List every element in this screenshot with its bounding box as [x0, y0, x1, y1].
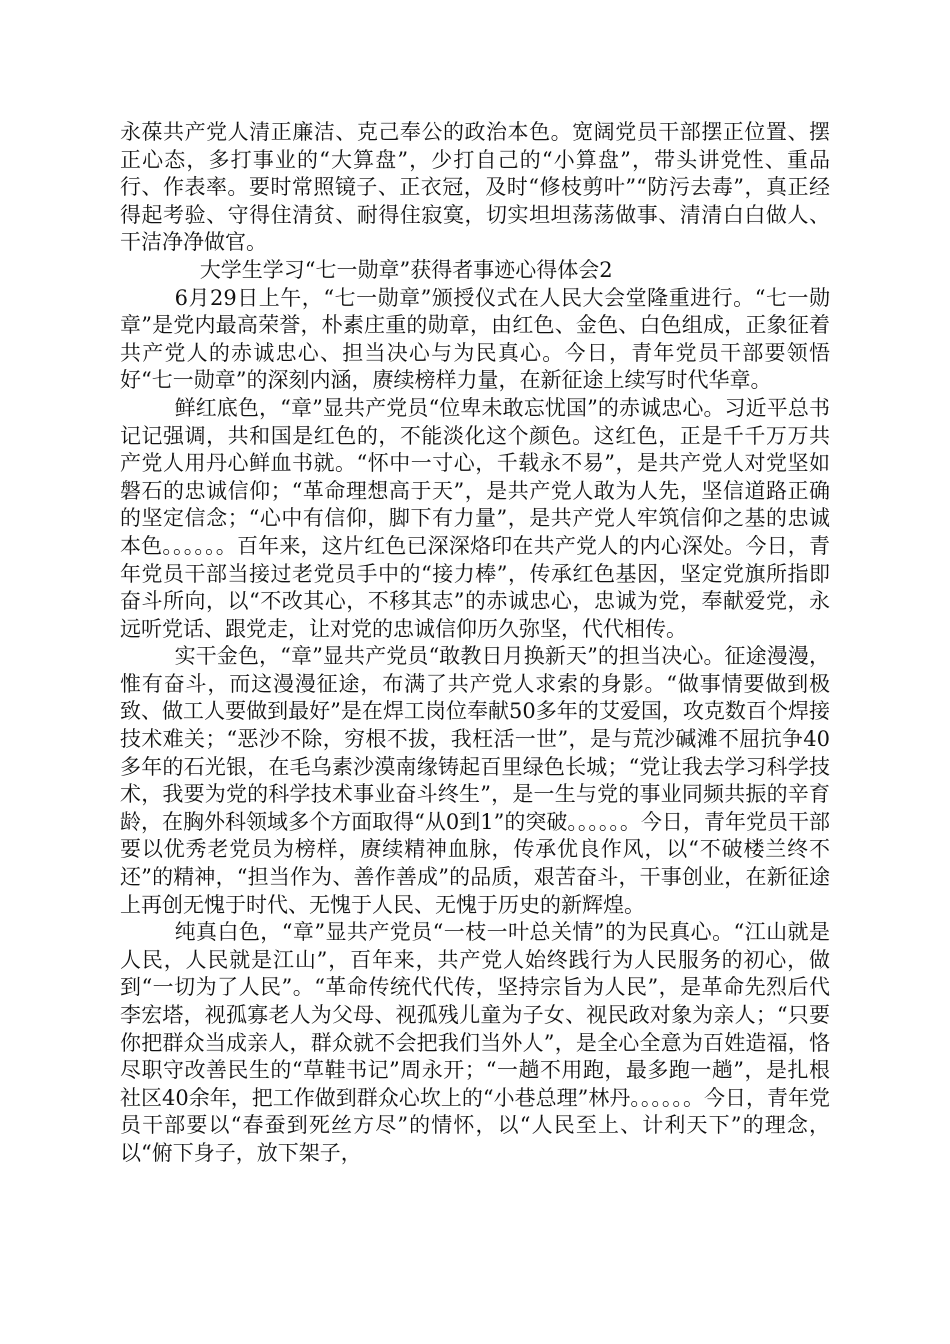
- paragraph-intro: 6月29日上午，“七一勋章”颁授仪式在人民大会堂隆重进行。“七一勋章”是党内最高荣誉，朴素庄重的勋章，由红色、金色、白色组成，正象征着共产党人的赤诚忠心、担当决心与为民真心。今日，青年党员干部要领悟好“七一勋章”的深刻内涵，赓续榜样力量，在新征途上续写时代华章。: [120, 285, 830, 393]
- paragraph-gold: 实干金色，“章”显共产党员“敢教日月换新天”的担当决心。征途漫漫，惟有奋斗，而这漫漫征途，布满了共产党人求索的身影。“做事情要做到极致、做工人要做到最好”是在焊工岗位奉献50多年的艾爱国，攻克数百个焊接技术难关；“恶沙不除，穷根不拔，我枉活一世”，是与荒沙碱滩不屈抗争40多年的石光银，在毛乌素沙漠南缘铸起百里绿色长城；“党让我去学习科学技术，我要为党的科学技术事业奋斗终生”，是一生与党的事业同频共振的辛育龄，在胸外科领域多个方面取得“从0到1”的突破。。。。。。今日，青年党员干部要以优秀老党员为榜样，赓续精神血脉，传承优良作风，以“不破楼兰终不还”的精神，“担当作为、善作善成”的品质，艰苦奋斗，干事创业，在新征途上再创无愧于时代、无愧于人民、无愧于历史的新辉煌。: [120, 644, 830, 917]
- paragraph-continuation: 永葆共产党人清正廉洁、克己奉公的政治本色。宽阔党员干部摆正位置、摆正心态，多打事业的“大算盘”，少打自己的“小算盘”，带头讲党性、重品行、作表率。要时常照镜子、正衣冠，及时“修枝剪叶”“防污去毒”，真正经得起考验、守得住清贫、耐得住寂寞，切实坦坦荡荡做事、清清白白做人、干洁净净做官。: [120, 120, 830, 255]
- document-body: [120, 119, 830, 1168]
- paragraph-red: 鲜红底色，“章”显共产党员“位卑未敢忘忧国”的赤诚忠心。习近平总书记记强调，共和国是红色的，不能淡化这个颜色。这红色，正是千千万万共产党人用丹心鲜血书就。“怀中一寸心，千载永不易”，是共产党人对党坚如磐石的忠诚信仰；“革命理想高于天”，是共产党人敢为人先，坚信道路正确的坚定信念；“心中有信仰，脚下有力量”，是共产党人牢筑信仰之基的忠诚本色。。。。。。百年来，这片红色已深深烙印在共产党人的内心深处。今日，青年党员干部当接过老党员手中的“接力棒”，传承红色基因，坚定党旗所指即奋斗所向，以“不改其心，不移其志”的赤诚忠心，忠诚为党，奉献爱党，永远听党话、跟党走，让对党的忠诚信仰历久弥坚，代代相传。: [120, 395, 830, 641]
- section-title: 大学生学习“七一勋章”获得者事迹心得体会2: [199, 257, 613, 282]
- paragraph-white: 纯真白色，“章”显共产党员“一枝一叶总关情”的为民真心。“江山就是人民，人民就是江山”，百年来，共产党人始终践行为人民服务的初心，做到“一切为了人民”。“革命传统代代传，坚持宗旨为人民”，是革命先烈后代李宏塔，视孤寡老人为父母、视孤残儿童为子女、视民政对象为亲人；“只要你把群众当成亲人，群众就不会把我们当外人”，是全心全意为百姓造福，恪尽职守改善民生的“草鞋书记”周永开；“一趟不用跑，最多跑一趟”，是扎根社区40余年，把工作做到群众心坎上的“小巷总理”林丹。。。。。。今日，青年党员干部要以“春蚕到死丝方尽”的情怀，以“人民至上、计利天下”的理念，以“俯下身子，放下架子，: [120, 920, 830, 1165]
